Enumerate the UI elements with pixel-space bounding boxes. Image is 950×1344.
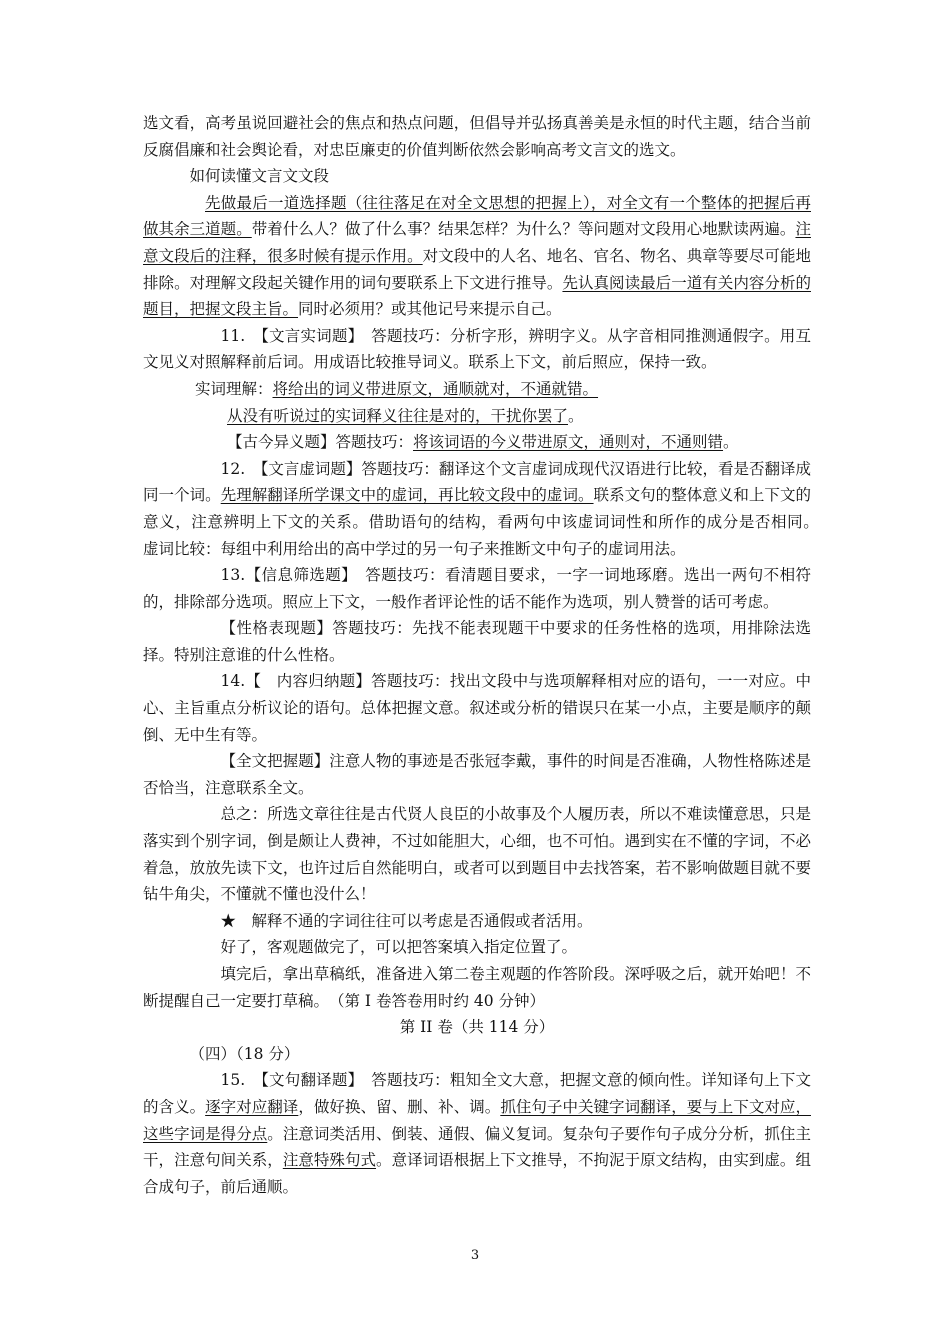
paragraph-q12 (143, 456, 843, 562)
underlined-text: 先做最后一道选择题（往往落足在对全文思想的把握上），对全文有一个整体的把握后再做其余三道题。 (143, 193, 811, 239)
text-span: 。意译词语根据上下文推导，不拘泥于原文结构，由实到虚。组合成句子，前后通顺。 (143, 1151, 811, 1196)
paragraph-reading-method (143, 190, 811, 323)
text-span: 15. 【文句翻译题】 答题技巧：粗知全文大意，把握文意的倾向性。详知译句上下文的含义。 (143, 1071, 811, 1116)
underlined-text: 先理解翻译所学课文中的虚词，再比较文段中的虚词。 (220, 486, 594, 505)
paragraph-objective-done: 好了，客观题做完了，可以把答案填入指定位置了。 (220, 938, 578, 957)
section-heading-reading: 如何读懂文言文文段 (189, 167, 330, 186)
paragraph-unheard-meaning (143, 403, 811, 430)
paragraph-draft: 填完后，拿出草稿纸，准备进入第二卷主观题的作答阶段。深呼吸之后，就开始吧！不断提醒自己一定要打草稿。 （第 I 卷答卷用时约 40 分钟） (143, 965, 811, 1010)
text-span: 。注意词类活用、倒装、通假、偏义复词。复杂句子要作句子成分分析，抓住主干，注意句间关系， (143, 1124, 811, 1170)
text-span: 带着什么人？做了什么事？结果怎样？为什么？等问题对文段用心地默读两遍。 (251, 220, 796, 239)
section-heading-volume-two: 第 II 卷（共 114 分） (399, 1018, 555, 1037)
text-span: 。 (568, 406, 584, 425)
paragraph-whole-text: 【全文把握题】注意人物的事迹是否张冠李戴，事件的时间是否准确，人物性格陈述是否恰当，注意联系全文。 (143, 752, 811, 797)
text-span: 。 (723, 433, 739, 452)
underlined-text: 将给出的词义带进原文，通顺就对，不通就错。 (272, 379, 599, 398)
paragraph-star-note: ★ 解释不通的字词往往可以考虑是否通假或者活用。 (220, 911, 593, 930)
paragraph-intro: 选文看，高考虽说回避社会的焦点和热点问题，但倡导并弘扬真善美是永恒的时代主题，结合当前反腐倡廉和社会舆论看，对忠臣廉吏的价值判断依然会影响高考文言文的选文。 (143, 114, 811, 159)
underlined-text: 将该词语的今义带进原文，通则对，不通则错 (413, 433, 724, 452)
paragraph-q13: 13.【信息筛选题】 答题技巧：看清题目要求，一字一词地琢磨。选出一两句不相符的，排除部分选项。照应上下文，一般作者评论性的话不能作为选项，别人赞誉的话可考虑。 (143, 566, 811, 611)
text-span: 对文段中的人名、地名、官名、物名、典章等要尽可能地排除。对理解文段起关键作用的词句要联系上下文进行推导。 (143, 246, 811, 292)
text-span: 12. 【文言虚词题】答题技巧：翻译这个文言虚词成现代汉语进行比较，看是否翻译成同一个词。 (143, 459, 811, 505)
paragraph-content-word (143, 376, 811, 403)
paragraph-q14: 14.【 内容归纳题】答题技巧：找出文段中与选项解释相对应的语句，一一对应。中心、主旨重点分析议论的语句。总体把握文意。叙述或分析的错误只在某一小点，主要是顺序的颠倒、无中生有等。 (143, 672, 811, 744)
paragraph-character: 【性格表现题】答题技巧：先找不能表现题干中要求的任务性格的选项，用排除法选择。特别注意谁的什么性格。 (143, 619, 811, 664)
text-span: 联系文句的整体意义和上下文的意义，注意辨明上下文的关系。借助语句的结构，看两句中该虚词词性和所作的成分是否相同。 虚词比较：每组中利用给出的高中学过的另一句子来推断文中句子的虚词用法。 (143, 486, 843, 558)
underlined-text: 抓住句子中关键字词翻译，要与上下文对应，这些字词是得分点 (143, 1097, 811, 1143)
underlined-text: 逐字对应翻译 (205, 1097, 299, 1116)
section-heading-four: （四）（18 分） (189, 1044, 300, 1063)
paragraph-ancient-modern (143, 429, 811, 456)
text-span: 同时必须用？或其他记号来提示自己。 (298, 300, 562, 319)
text-span: ，做好换、留、删、补、调。 (298, 1097, 501, 1116)
text-span: 【古今异义题】答题技巧： (227, 433, 414, 452)
underlined-text: 先认真阅读最后一道有关内容分析的题目，把握文段主旨。 (143, 273, 811, 319)
paragraph-q11: 11. 【文言实词题】 答题技巧：分析字形，辨明字义。从字音相同推测通假字。用互文见义对照解释前后词。用成语比较推导词义。联系上下文，前后照应，保持一致。 (143, 326, 811, 372)
underlined-text: 注意文段后的注释，很多时候有提示作用。 (143, 220, 811, 265)
underlined-text: 注意特殊句式 (282, 1151, 377, 1170)
underlined-text: 从没有听说过的实词释义往往是对的，干扰你罢了 (227, 406, 569, 425)
document-body (143, 110, 843, 1200)
page-number: 3 (470, 1248, 480, 1263)
paragraph-q15 (143, 1067, 811, 1200)
text-span: 实词理解： (195, 379, 273, 398)
paragraph-summary: 总之：所选文章往往是古代贤人良臣的小故事及个人履历表，所以不难读懂意思，只是落实到个别字词，倒是颇让人费神，不过如能胆大，心细，也不可怕。遇到实在不懂的字词，不必着急，放放先读下文，也许过后自然能明白，或者可以到题目中去找答案，若不影响做题目就不要钻牛角尖，不懂就不懂也没什么！ (143, 805, 811, 904)
